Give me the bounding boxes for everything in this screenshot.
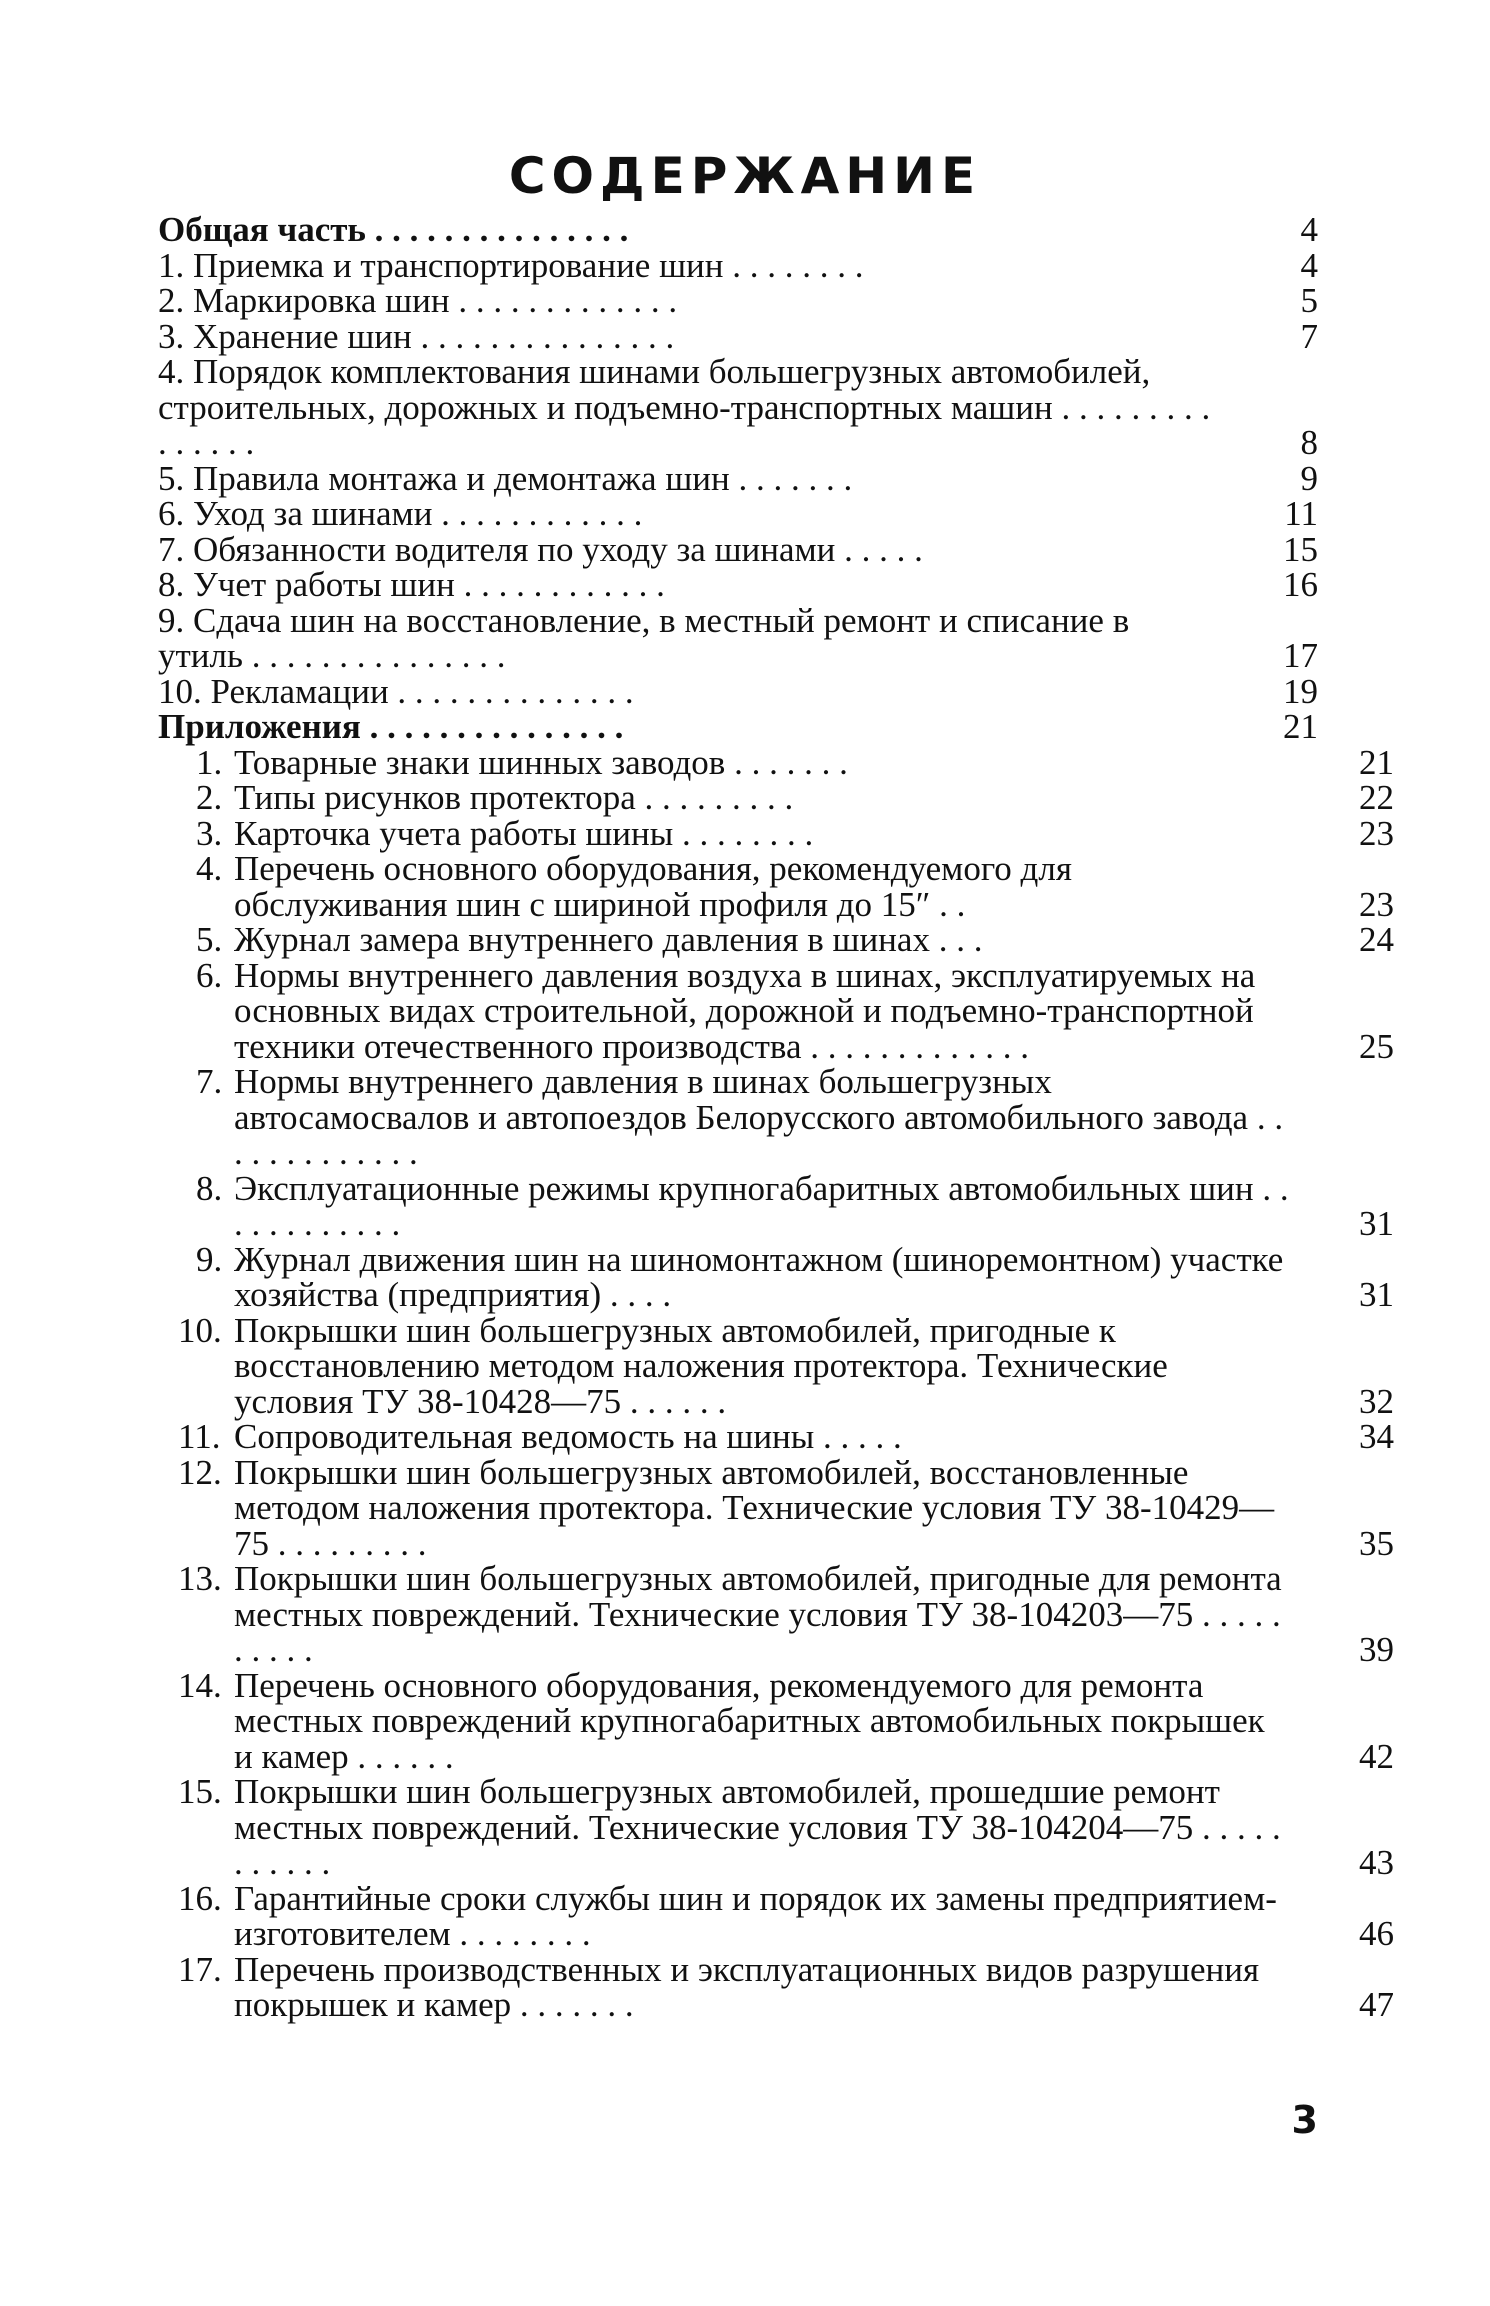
toc-entry	[158, 354, 1318, 461]
toc-entry-page: 17	[1283, 636, 1318, 675]
toc-entry	[158, 1949, 1394, 2024]
toc-entry-page: 35	[1359, 1523, 1394, 1563]
toc-entry	[158, 1239, 1394, 1314]
page-title: СОДЕРЖАНИЕ	[508, 147, 982, 205]
toc-entry-page: 23	[1359, 813, 1394, 853]
toc-entry-page: 4	[1300, 210, 1318, 249]
toc-entry	[158, 1878, 1394, 1953]
toc-entry-body	[178, 1417, 1289, 1456]
toc-entry-body	[158, 212, 1213, 248]
toc-entry-body	[196, 1239, 1289, 1314]
toc-entry-body	[178, 1772, 1289, 1882]
toc-entry-title: Эксплуатационные режимы крупногабаритных автомобильных шин . . . . . . . . . . . .	[234, 1168, 1289, 1243]
toc-entry-body	[158, 496, 1213, 532]
toc-entry-page: 21	[1283, 707, 1318, 746]
toc-entry-number: 8.	[196, 1168, 223, 1208]
toc-entry-body	[158, 245, 1213, 285]
toc-entry-number: 4.	[196, 849, 223, 888]
toc-entry	[158, 496, 1318, 532]
toc-entry	[158, 245, 1318, 285]
toc-entry-title: 10. Рекламации . . . . . . . . . . . . . .	[158, 671, 634, 711]
toc-entry-page: 15	[1283, 529, 1318, 569]
toc-entry-body	[178, 1310, 1289, 1421]
toc-entry-title: Товарные знаки шинных заводов . . . . . . .	[234, 742, 848, 782]
toc-entry-number: 12.	[178, 1452, 222, 1492]
toc-entry-number: 16.	[178, 1878, 222, 1918]
toc-entry-title: Приложения . . . . . . . . . . . . . . .	[158, 707, 624, 746]
toc-entry	[158, 283, 1318, 319]
toc-entry-title: Карточка учета работы шины . . . . . . . .	[234, 813, 814, 853]
toc-entry-title: Гарантийные сроки службы шин и порядок их замены предприятием-изготовителем . . . . . . . .	[234, 1878, 1277, 1953]
toc-entry-title: Нормы внутреннего давления воздуха в шинах, эксплуатируемых на основных видах строительной, дорожной и подъемно-транспортной техники отечественного производства . . . . . . . . . . . . .	[234, 955, 1256, 1066]
toc-entry-page: 47	[1359, 1985, 1394, 2024]
toc-entry-page: 46	[1359, 1914, 1394, 1953]
toc-entry-body	[196, 849, 1289, 924]
toc-entry-title: Покрышки шин большегрузных автомобилей, пригодные к восстановлению методом наложения протектора. Технические условия ТУ 38-10428—75 . . . . . .	[234, 1310, 1168, 1421]
toc-entry-number: 1.	[196, 742, 223, 782]
toc-entry-body	[178, 1949, 1289, 2024]
toc-entry-body	[196, 778, 1289, 817]
toc-entry-title: Перечень основного оборудования, рекомендуемого для ремонта местных повреждений крупногабаритных автомобильных покрышек и камер . . . . . .	[234, 1665, 1265, 1776]
toc-entry	[158, 1168, 1394, 1243]
toc-entry-page: 43	[1359, 1843, 1394, 1882]
toc-entry	[158, 1774, 1394, 1881]
toc-entry-title: 3. Хранение шин . . . . . . . . . . . . . . .	[158, 316, 675, 356]
toc-entry-page: 4	[1300, 245, 1318, 285]
toc-entry	[158, 922, 1394, 958]
toc-entry-body	[158, 600, 1213, 675]
toc-entry-page: 5	[1300, 281, 1318, 320]
toc-entry-body	[178, 1559, 1289, 1669]
toc-entry-number: 2.	[196, 778, 223, 817]
toc-entry-number: 7.	[196, 1062, 223, 1101]
toc-entry	[158, 709, 1318, 745]
toc-entry-body	[158, 671, 1213, 711]
toc-entry-body	[196, 813, 1289, 853]
toc-entry	[158, 742, 1394, 782]
table-of-contents	[158, 210, 1394, 2024]
toc-entry-title: 7. Обязанности водителя по уходу за шинами . . . . .	[158, 529, 923, 569]
toc-entry-page: 23	[1359, 884, 1394, 924]
toc-entry-title: Сопроводительная ведомость на шины . . . . .	[234, 1417, 902, 1456]
toc-entry	[158, 1665, 1394, 1776]
toc-entry-title: Журнал движения шин на шиномонтажном (шиноремонтном) участке хозяйства (предприятия) . . . .	[234, 1239, 1284, 1314]
toc-entry-title: Нормы внутреннего давления в шинах большегрузных автосамосвалов и автопоездов Белорусского автомобильного завода . . . . . . . . . . . . .	[234, 1062, 1284, 1172]
toc-entry-body	[196, 920, 1289, 959]
toc-entry-number: 15.	[178, 1772, 222, 1811]
toc-entry	[158, 600, 1318, 675]
toc-entry-page: 32	[1359, 1381, 1394, 1421]
toc-entry-page: 22	[1359, 778, 1394, 817]
toc-entry-title: 4. Порядок комплектования шинами большегрузных автомобилей, строительных, дорожных и подъемно-транспортных машин . . . . . . . . . . . . . . .	[158, 352, 1211, 462]
toc-entry-page: 31	[1359, 1204, 1394, 1243]
toc-entry	[158, 1452, 1394, 1563]
toc-entry	[158, 458, 1318, 498]
toc-entry-page: 8	[1300, 423, 1318, 462]
toc-entry-title: 9. Сдача шин на восстановление, в местный ремонт и списание в утиль . . . . . . . . . . . . . . .	[158, 600, 1130, 675]
toc-entry-title: Типы рисунков протектора . . . . . . . . .	[234, 778, 794, 817]
toc-entry-title: 5. Правила монтажа и демонтажа шин . . . . . . .	[158, 458, 853, 498]
toc-entry-number: 5.	[196, 920, 223, 959]
toc-entry-number: 17.	[178, 1949, 222, 1989]
toc-entry	[158, 212, 1318, 248]
toc-entry-page: 7	[1300, 316, 1318, 356]
toc-entry	[158, 851, 1394, 922]
toc-entry-title: 1. Приемка и транспортирование шин . . . . . . . .	[158, 245, 864, 285]
toc-entry-page: 9	[1300, 458, 1318, 498]
toc-entry-number: 6.	[196, 955, 223, 995]
toc-entry-page: 19	[1283, 671, 1318, 711]
toc-entry-page: 39	[1359, 1630, 1394, 1669]
toc-entry	[158, 1419, 1394, 1455]
toc-entry-title: Покрышки шин большегрузных автомобилей, пригодные для ремонта местных повреждений. Технические условия ТУ 38-104203—75 . . . . . . . . . .	[234, 1559, 1282, 1669]
toc-entry	[158, 671, 1318, 711]
toc-entry-title: Перечень основного оборудования, рекомендуемого для обслуживания шин с шириной профиля до 15″ . .	[234, 849, 1072, 924]
toc-entry-body	[158, 283, 1213, 319]
toc-entry	[158, 316, 1318, 356]
toc-entry-title: 8. Учет работы шин . . . . . . . . . . . .	[158, 565, 665, 604]
toc-entry-number: 9.	[196, 1239, 223, 1279]
toc-entry-number: 3.	[196, 813, 223, 853]
toc-entry-body	[158, 316, 1213, 356]
toc-entry-body	[178, 1665, 1289, 1776]
page-number: 3	[1291, 2098, 1318, 2142]
toc-entry	[158, 567, 1318, 603]
toc-entry-body	[178, 1452, 1289, 1563]
toc-entry-page: 21	[1359, 742, 1394, 782]
toc-entry-body	[196, 955, 1289, 1066]
toc-entry-title: 2. Маркировка шин . . . . . . . . . . . . .	[158, 281, 678, 320]
toc-entry-page: 16	[1283, 565, 1318, 604]
toc-entry	[158, 1064, 1394, 1171]
toc-entry-body	[158, 709, 1213, 745]
toc-entry-title: Общая часть . . . . . . . . . . . . . . .	[158, 210, 629, 249]
toc-entry-body	[158, 458, 1213, 498]
toc-entry-body	[196, 1168, 1289, 1243]
toc-entry-body	[158, 529, 1213, 569]
toc-entry-title: Покрышки шин большегрузных автомобилей, восстановленные методом наложения протектора. Технические условия ТУ 38-10429—75 . . . . . . . . .	[234, 1452, 1275, 1563]
toc-entry-title: Перечень производственных и эксплуатационных видов разрушения покрышек и камер . . . . . . .	[234, 1949, 1260, 2024]
toc-entry-title: Журнал замера внутреннего давления в шинах . . .	[234, 920, 983, 959]
toc-entry-body	[196, 1062, 1289, 1172]
toc-entry-body	[158, 567, 1213, 603]
toc-entry-body	[178, 1878, 1289, 1953]
toc-entry-page: 11	[1284, 494, 1318, 533]
toc-entry	[158, 780, 1394, 816]
toc-entry	[158, 529, 1318, 569]
toc-entry-number: 10.	[178, 1310, 222, 1350]
toc-entry-title: 6. Уход за шинами . . . . . . . . . . . .	[158, 494, 643, 533]
toc-entry-title: Покрышки шин большегрузных автомобилей, прошедшие ремонт местных повреждений. Технические условия ТУ 38-104204—75 . . . . . . . . . . .	[234, 1772, 1281, 1882]
toc-entry-page: 24	[1359, 920, 1394, 959]
toc-entry-number: 14.	[178, 1665, 222, 1705]
toc-entry	[158, 1561, 1394, 1668]
toc-entry	[158, 813, 1394, 853]
toc-entry-page: 31	[1359, 1275, 1394, 1314]
toc-entry-number: 11.	[178, 1417, 221, 1456]
toc-entry	[158, 1310, 1394, 1421]
toc-entry-body	[158, 354, 1213, 461]
toc-entry-page: 34	[1359, 1417, 1394, 1456]
toc-entry	[158, 955, 1394, 1066]
toc-entry-body	[196, 742, 1289, 782]
toc-entry-page: 25	[1359, 1026, 1394, 1066]
toc-entry-number: 13.	[178, 1559, 222, 1598]
toc-entry-page: 42	[1359, 1736, 1394, 1776]
